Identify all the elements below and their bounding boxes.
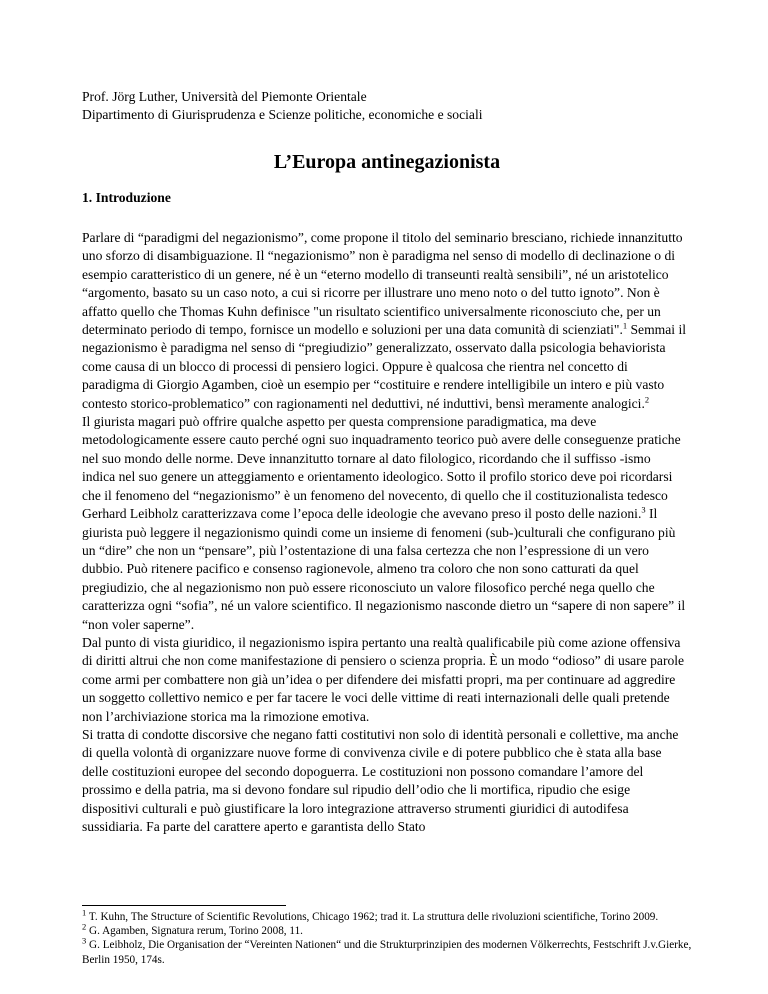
footnote-1 — [82, 907, 692, 924]
footnote-ref-2: 2 — [644, 394, 650, 405]
footnote-2-number: 2 — [82, 921, 87, 932]
section-heading: 1. Introduzione — [82, 190, 171, 205]
footnote-3-number: 3 — [82, 935, 87, 946]
footnote-ref-1: 1 — [622, 320, 628, 331]
footnote-ref-3: 3 — [641, 504, 646, 515]
paragraph-2-text-b: Il giurista può leggere il negazionismo quindi come un insieme di fenomeni (sub-)culturali che configurano più un “dire” che non un “pensare”, più l’ostentazione di una falsa certezza che non l’espressione di un vero dubbio. Può ritenere pacifico e consenso ragionevole, almeno tra coloro che non sono catturati da quel pregiudizio, che al negazionismo non può essere riconosciuto un valore filosofico perché nega quello che caratterizza ogni “sofia”, né un valore scientifico. Il negazionismo nasconde dietro un “sapere di non sapere” il “non voler saperne”. — [82, 506, 686, 632]
paragraph-2-text-a: Il giurista magari può offrire qualche aspetto per questa comprensione paradigmatica, ma deve metodologicamente essere cauto perché ogni suo inquadramento teorico può avere delle conseguenze pratiche nel suo mondo delle norme. Deve innanzitutto tornare al dato filologico, ricordando che il suffisso -ismo indica nel suo genere un atteggiamento e orientamento ideologico. Sotto il profilo storico deve poi ricordarsi che il fenomeno del “negazionismo” è un fenomeno del novecento, di quello che il costituzionalista tedesco Gerhard Leibholz caratterizzava come l’epoca delle ideologie che avevano preso il posto delle nazioni. — [82, 414, 681, 522]
footnote-separator — [82, 905, 286, 906]
footnote-2-text: G. Agamben, Signatura rerum, Torino 2008, 11. — [86, 925, 303, 938]
footnote-2 — [82, 921, 692, 938]
paragraph-1-text-a: Parlare di “paradigmi del negazionismo”, come propone il titolo del seminario bresciano, richiede innanzitutto uno sforzo di disambiguazione. Il “negazionismo” non è paradigma nel senso di modello di declinazione o di esempio caratteristico di un genere, né è un “eterno modello di transeunti realtà sensibili”, né un aristotelico “argomento, basato su un caso noto, a cui si ricorre per illustrare uno meno noto o del tutto ignoto”. Non è affatto quello che Thomas Kuhn definisce "un risultato scientifico universalmente riconosciuto che, per un determinato periodo di tempo, fornisce un modello e soluzioni per una data comunità di scienziati". — [82, 230, 683, 338]
document-title: L’Europa antinegazionista — [273, 151, 501, 173]
footnote-1-number: 1 — [82, 907, 87, 918]
footnote-1-text: T. Kuhn, The Structure of Scientific Revolutions, Chicago 1962; trad it. La struttura delle rivoluzioni scientifiche, Torino 2009. — [86, 911, 659, 923]
paragraph-2 — [82, 413, 686, 634]
paragraph-1-text-b: Semmai il negazionismo è paradigma nel senso di “pregiudizio” generalizzato, osservato dalla psicologia behaviorista come causa di un blocco di processi di pensiero logici. Oppure è qualcosa che rientra nel concetto di paradigma di Giorgio Agamben, cioè un esempio per “costituire e rendere intelligibile un intero e più vasto contesto storico-problematico” con ragionamenti nel deduttivi, né induttivi, bensì meramente analogici. — [82, 322, 686, 411]
paragraph-3: Dal punto di vista giuridico, il negazionismo ispira pertanto una realtà qualificabile più come azione offensiva di diritti altrui che non come manifestazione di pensiero o scienza propria. È un modo “odioso” di usare parole come armi per combattere non già un’idea o per difendere dei misfatti propri, ma per continuare ad aggredire un soggetto collettivo nemico e per far tacere le voci delle vittime di reati internazionali delle quali pretende non l’archiviazione storica ma la rimozione emotiva. — [82, 634, 685, 724]
footnotes — [82, 907, 692, 967]
author-block — [82, 88, 702, 125]
department-line: Dipartimento di Giurisprudenza e Scienze politiche, economiche e sociali — [82, 107, 483, 123]
author-line: Prof. Jörg Luther, Università del Piemonte Orientale — [82, 89, 367, 104]
footnote-3-text: G. Leibholz, Die Organisation der “Vereinten Nationen“ und die Strukturprinzipien des modernen Völkerrechts, Festschrift J.v.Gierke, Berlin 1950, 174s. — [82, 939, 692, 966]
paragraph-1 — [82, 229, 686, 413]
footnote-3 — [82, 935, 692, 966]
paragraph-4: Si tratta di condotte discorsive che negano fatti costitutivi non solo di identità personali e collettive, ma anche di quella volontà di organizzare nuove forme di convivenza civile e di potere pubblico che è stata alla base delle costituzioni europee del secondo dopoguerra. Le costituzioni non possono comandare l’amore del prossimo e della patria, ma si devono fondare sul ripudio dell’odio che li mortifica, ripudio che esige dispositivi culturali e può giustificare la loro integrazione attraverso strumenti giuridici di autodifesa sussidiaria. Fa parte del carattere aperto e garantista dello Stato — [82, 726, 679, 834]
body-text — [82, 229, 686, 836]
